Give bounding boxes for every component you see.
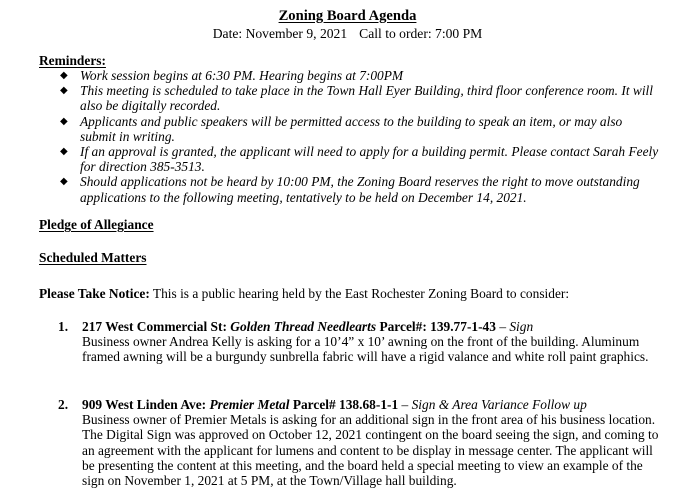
notice-label: Please Take Notice: (39, 286, 150, 301)
call-to-order: Call to order: 7:00 PM (359, 26, 483, 41)
matter-header (82, 319, 668, 334)
reminder-text: Applicants and public speakers will be permitted access to the building to speak an item, or may also submit in writing. (80, 113, 623, 144)
diamond-bullet-icon: ◆ (60, 115, 68, 127)
reminders-heading: Reminders: (39, 53, 106, 68)
reminder-text: Work session begins at 6:30 PM. Hearing begins at 7:00PM (80, 68, 404, 83)
matter-type: – Sign (499, 319, 534, 334)
matter-number: 1. (58, 319, 69, 334)
reminder-text: Should applications not be heard by 10:00 PM, the Zoning Board reserves the right to move outstanding applications to the following meeting, tentatively to be held on December 14, 2021. (80, 174, 640, 205)
public-notice (39, 286, 659, 301)
matter-address: 909 West Linden Ave: (82, 397, 207, 412)
pledge-heading: Pledge of Allegiance (39, 217, 154, 232)
reminder-text: This meeting is scheduled to take place in the Town Hall Eyer Building, third floor conference room. It will also be digitally recorded. (80, 83, 653, 114)
reminder-text: If an approval is granted, the applicant will need to apply for a building permit. Please contact Sarah Feely for direction 385-3513. (80, 144, 659, 175)
reminders-list (60, 68, 660, 205)
matter-description: Business owner Andrea Kelly is asking for a 10’4” x 10’ awning on the front of the building. Aluminum framed awning will be a burgundy sunbrella fabric will have a rigid valance and white roll paint graphics. (82, 334, 649, 365)
matter-parcel: Parcel# 138.68-1-1 (292, 397, 399, 412)
diamond-bullet-icon: ◆ (60, 85, 68, 97)
matter-header (82, 397, 668, 412)
matter-parcel: Parcel#: 139.77-1-43 (379, 319, 496, 334)
matter-address: 217 West Commercial St: (82, 319, 227, 334)
diamond-bullet-icon: ◆ (60, 176, 68, 188)
matter-business: Golden Thread Needlearts (230, 319, 377, 334)
reminder-item (60, 68, 660, 83)
diamond-bullet-icon: ◆ (60, 70, 68, 81)
matters-list-continued (58, 397, 668, 488)
reminder-item (60, 114, 660, 144)
matter-item (58, 319, 668, 365)
matter-number: 2. (58, 397, 69, 412)
document-title: Zoning Board Agenda (278, 8, 417, 24)
reminder-item (60, 83, 660, 113)
matter-type: – Sign & Area Variance Follow up (401, 397, 587, 412)
matter-description: Business owner of Premier Metals is asking for an additional sign in the front area of his business location. The Digital Sign was approved on October 12, 2021 contingent on the board seeing the sign, and coming to an agreement with the applicant for lumens and content to be display in message center. The applicant will be presenting the content at this meeting, and the board held a special meeting to view an example of the sign on November 1, 2021 at 5 PM, at the Town/Village hall building. (82, 412, 659, 489)
reminder-item (60, 144, 660, 174)
matter-business: Premier Metal (209, 397, 290, 412)
diamond-bullet-icon: ◆ (60, 146, 68, 158)
reminder-item (60, 174, 660, 204)
meeting-date: Date: November 9, 2021 (212, 26, 348, 41)
matter-item (58, 397, 668, 488)
notice-text: This is a public hearing held by the East Rochester Zoning Board to consider: (149, 286, 570, 301)
matters-list (58, 319, 668, 365)
date-line (0, 26, 685, 41)
scheduled-matters-heading: Scheduled Matters (39, 250, 147, 265)
